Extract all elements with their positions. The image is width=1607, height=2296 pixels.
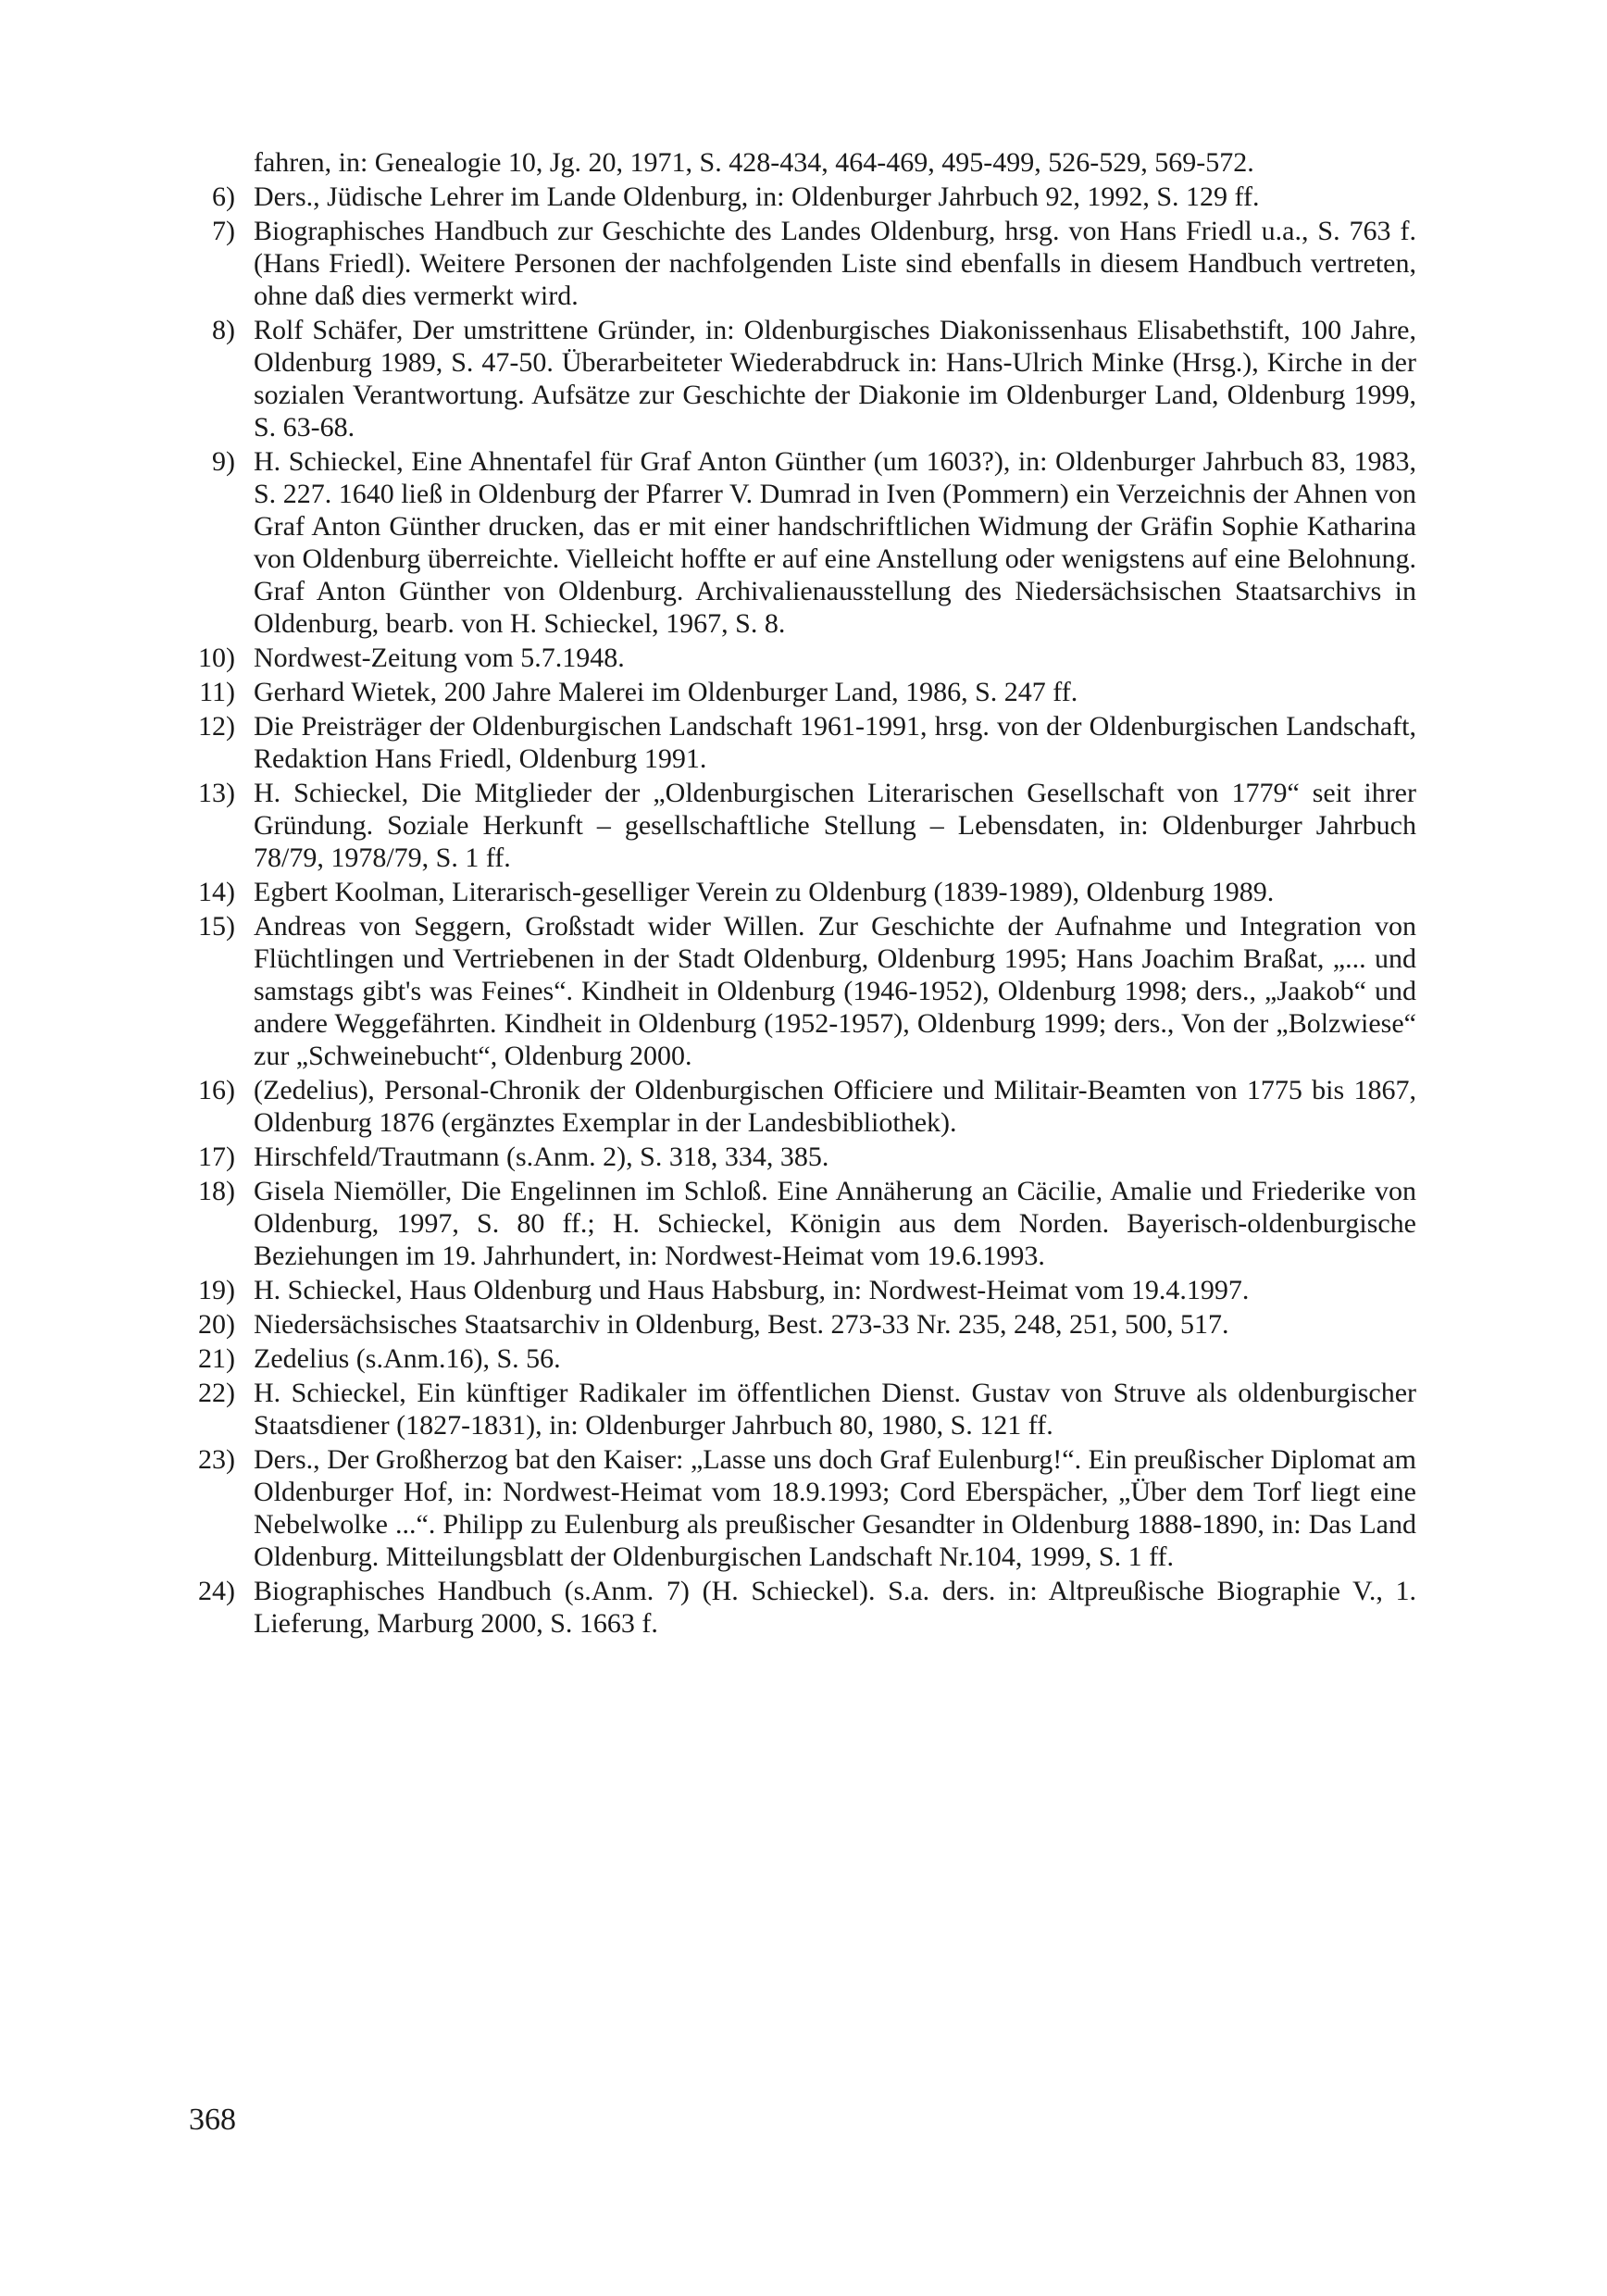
footnote-text: Zedelius (s.Anm.16), S. 56.	[254, 1343, 561, 1374]
footnote-number: 7)	[212, 216, 235, 246]
footnote-number: 8)	[212, 315, 235, 345]
footnote-text: Gisela Niemöller, Die Engelinnen im Schloß. Eine Annäherung an Cäcilie, Amalie und Friederike von Oldenburg, 1997, S. 80 ff.; H. Schieckel, Königin aus dem Norden. Bayerisch-oldenburgische Beziehungen im 19. Jahrhundert, in: Nordwest-Heimat vom 19.6.1993.	[254, 1176, 1416, 1271]
footnote-text: (Zedelius), Personal-Chronik der Oldenburgischen Officiere und Militair-Beamten von 1775 bis 1867, Oldenburg 1876 (ergänztes Exemplar in der Landesbibliothek).	[254, 1075, 1416, 1138]
footnote-continuation-text: fahren, in: Genealogie 10, Jg. 20, 1971, S. 428-434, 464-469, 495-499, 526-529, 569-572.	[254, 147, 1254, 178]
footnote	[176, 910, 1416, 1072]
footnote	[176, 1141, 1416, 1173]
footnote	[176, 215, 1416, 312]
footnote-number: 20)	[198, 1309, 235, 1340]
footnote	[176, 445, 1416, 640]
footnote	[176, 1175, 1416, 1272]
footnote	[176, 181, 1416, 213]
footnote-number: 6)	[212, 181, 235, 212]
footnote-text: H. Schieckel, Die Mitglieder der „Oldenburgischen Literarischen Gesellschaft von 1779“ seit ihrer Gründung. Soziale Herkunft – gesellschaftliche Stellung – Lebensdaten, in: Oldenburger Jahrbuch 78/79, 1978/79, S. 1 ff.	[254, 778, 1416, 873]
footnote	[176, 1308, 1416, 1341]
footnote-continuation	[176, 146, 1416, 179]
page-number: 368	[189, 2103, 236, 2137]
footnote-text: Nordwest-Zeitung vom 5.7.1948.	[254, 643, 625, 673]
footnote-text: H. Schieckel, Haus Oldenburg und Haus Habsburg, in: Nordwest-Heimat vom 19.4.1997.	[254, 1275, 1250, 1305]
footnote	[176, 1274, 1416, 1306]
footnote-number: 23)	[198, 1444, 235, 1475]
footnote-number: 21)	[198, 1343, 235, 1374]
footnote-text: Andreas von Seggern, Großstadt wider Willen. Zur Geschichte der Aufnahme und Integration von Flüchtlingen und Vertriebenen in der Stadt Oldenburg, Oldenburg 1995; Hans Joachim Braßat, „... und samstags gibt's was Feines“. Kindheit in Oldenburg (1946-1952), Oldenburg 1998; ders., „Jaakob“ und andere Weggefährten. Kindheit in Oldenburg (1952-1957), Oldenburg 1999; ders., Von der „Bolzwiese“ zur „Schweinebucht“, Oldenburg 2000.	[254, 911, 1416, 1071]
footnote-text: Egbert Koolman, Literarisch-geselliger Verein zu Oldenburg (1839-1989), Oldenburg 1989.	[254, 877, 1275, 907]
footnote	[176, 1342, 1416, 1375]
footnote	[176, 676, 1416, 708]
footnote	[176, 1443, 1416, 1573]
footnote-number: 14)	[198, 877, 235, 907]
footnote	[176, 1575, 1416, 1640]
footnote-text: Hirschfeld/Trautmann (s.Anm. 2), S. 318, 334, 385.	[254, 1142, 829, 1172]
footnote-text: Biographisches Handbuch zur Geschichte des Landes Oldenburg, hrsg. von Hans Friedl u.a., S. 763 f.(Hans Friedl). Weitere Personen der nachfolgenden Liste sind ebenfalls in diesem Handbuch vertreten, ohne daß dies vermerkt wird.	[254, 216, 1416, 311]
footnote-number: 17)	[198, 1142, 235, 1172]
footnote	[176, 777, 1416, 874]
footnote-text: Die Preisträger der Oldenburgischen Landschaft 1961-1991, hrsg. von der Oldenburgischen Landschaft, Redaktion Hans Friedl, Oldenburg 1991.	[254, 711, 1416, 774]
footnote-number: 22)	[198, 1378, 235, 1408]
footnote	[176, 876, 1416, 908]
footnote-number: 10)	[198, 643, 235, 673]
footnote-text: Biographisches Handbuch (s.Anm. 7) (H. Schieckel). S.a. ders. in: Altpreußische Biographie V., 1. Lieferung, Marburg 2000, S. 1663 f.	[254, 1576, 1416, 1639]
footnote-text: Ders., Jüdische Lehrer im Lande Oldenburg, in: Oldenburger Jahrbuch 92, 1992, S. 129 ff.	[254, 181, 1260, 212]
footnote-text: Rolf Schäfer, Der umstrittene Gründer, in: Oldenburgisches Diakonissenhaus Elisabethstift, 100 Jahre, Oldenburg 1989, S. 47-50. Überarbeiteter Wiederabdruck in: Hans-Ulrich Minke (Hrsg.), Kirche in der sozialen Verantwortung. Aufsätze zur Geschichte der Diakonie im Oldenburger Land, Oldenburg 1999, S. 63-68.	[254, 315, 1416, 443]
footnote	[176, 314, 1416, 443]
footnote-text: H. Schieckel, Eine Ahnentafel für Graf Anton Günther (um 1603?), in: Oldenburger Jahrbuch 83, 1983, S. 227. 1640 ließ in Oldenburg der Pfarrer V. Dumrad in Iven (Pommern) ein Verzeichnis der Ahnen von Graf Anton Günther drucken, das er mit einer handschriftlichen Widmung der Gräfin Sophie Katharina von Oldenburg überreichte. Vielleicht hoffte er auf eine Anstellung oder wenigstens auf eine Belohnung. Graf Anton Günther von Oldenburg. Archivalienausstellung des Niedersächsischen Staatsarchivs in Oldenburg, bearb. von H. Schieckel, 1967, S. 8.	[254, 446, 1416, 639]
footnote-text: H. Schieckel, Ein künftiger Radikaler im öffentlichen Dienst. Gustav von Struve als oldenburgischer Staatsdiener (1827-1831), in: Oldenburger Jahrbuch 80, 1980, S. 121 ff.	[254, 1378, 1416, 1441]
footnote-text: Ders., Der Großherzog bat den Kaiser: „Lasse uns doch Graf Eulenburg!“. Ein preußischer Diplomat am Oldenburger Hof, in: Nordwest-Heimat vom 18.9.1993; Cord Eberspächer, „Über dem Torf liegt eine Nebelwolke ...“. Philipp zu Eulenburg als preußischer Gesandter in Oldenburg 1888-1890, in: Das Land Oldenburg. Mitteilungsblatt der Oldenburgischen Landschaft Nr.104, 1999, S. 1 ff.	[254, 1444, 1416, 1572]
footnote-number: 12)	[198, 711, 235, 742]
footnote-number: 9)	[212, 446, 235, 477]
footnote-text: Gerhard Wietek, 200 Jahre Malerei im Oldenburger Land, 1986, S. 247 ff.	[254, 677, 1078, 707]
footnotes-container	[176, 181, 1416, 1640]
footnote-number: 11)	[199, 677, 235, 707]
footnote-text: Niedersächsisches Staatsarchiv in Oldenburg, Best. 273-33 Nr. 235, 248, 251, 500, 517.	[254, 1309, 1229, 1340]
footnote-number: 15)	[198, 911, 235, 942]
footnote-number: 18)	[198, 1176, 235, 1206]
footnote	[176, 1074, 1416, 1139]
footnotes-list	[176, 146, 1416, 1641]
footnote-number: 16)	[198, 1075, 235, 1105]
footnote-number: 19)	[198, 1275, 235, 1305]
footnote	[176, 642, 1416, 674]
footnote	[176, 1377, 1416, 1441]
footnote-number: 24)	[198, 1576, 235, 1606]
footnote-number: 13)	[198, 778, 235, 808]
footnote	[176, 710, 1416, 775]
